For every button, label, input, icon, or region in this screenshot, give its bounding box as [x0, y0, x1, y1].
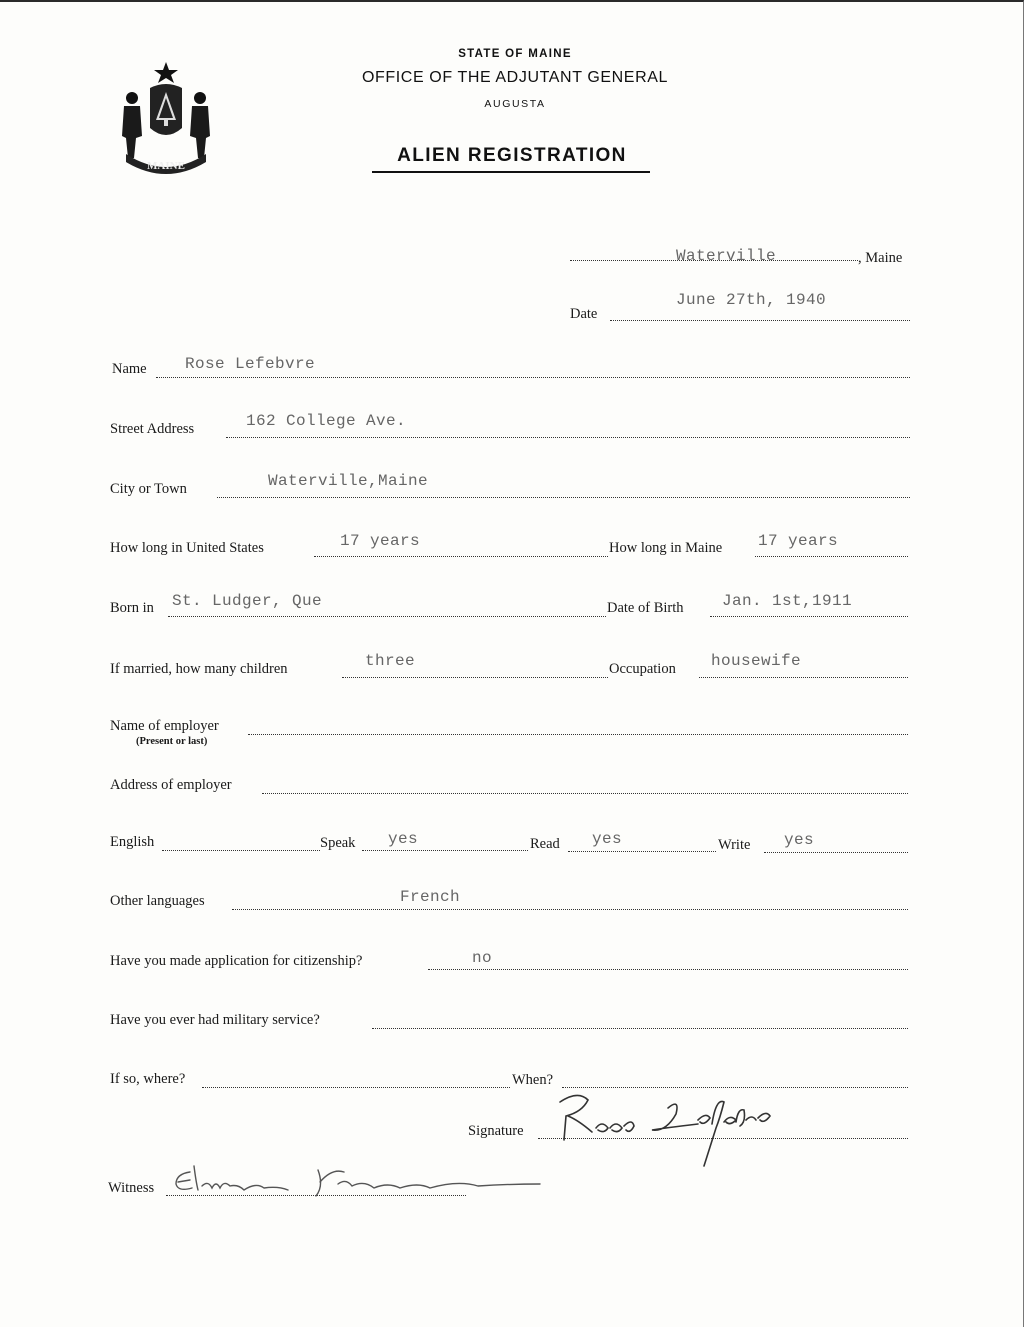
how-long-us-value: 17 years — [340, 532, 421, 550]
name-label: Name — [112, 361, 147, 377]
citizenship-label: Have you made application for citizenship? — [110, 953, 363, 969]
employer-label: Name of employer — [110, 718, 219, 734]
employer-sublabel: (Present or last) — [136, 736, 208, 747]
seal-motto: MAINE — [147, 160, 185, 172]
city-label: City or Town — [110, 481, 187, 497]
header-state: STATE OF MAINE — [458, 48, 572, 60]
write-label: Write — [718, 837, 751, 853]
write-line — [764, 852, 908, 853]
born-in-line — [168, 616, 606, 617]
english-label: English — [110, 834, 155, 850]
read-line — [568, 851, 716, 852]
street-label: Street Address — [110, 421, 195, 437]
when-label: When? — [512, 1072, 554, 1088]
occupation-line — [699, 677, 908, 678]
employer-line — [248, 734, 908, 735]
header-city: AUGUSTA — [484, 98, 546, 110]
witness-signature-image — [168, 1160, 548, 1206]
occupation-value: housewife — [711, 652, 802, 670]
dob-label: Date of Birth — [607, 600, 684, 616]
witness-label: Witness — [108, 1180, 155, 1196]
location-suffix: , Maine — [858, 250, 903, 266]
street-line — [226, 437, 910, 438]
other-languages-label: Other languages — [110, 893, 205, 909]
read-label: Read — [530, 836, 560, 852]
children-value: three — [365, 652, 416, 670]
form-title: ALIEN REGISTRATION — [397, 145, 627, 166]
military-line — [372, 1028, 908, 1029]
dob-line — [710, 616, 908, 617]
children-line — [342, 677, 608, 678]
how-long-maine-line — [755, 556, 908, 557]
how-long-maine-value: 17 years — [758, 532, 839, 550]
speak-label: Speak — [320, 835, 356, 851]
occupation-label: Occupation — [609, 661, 676, 677]
street-value: 162 College Ave. — [246, 412, 407, 430]
speak-line — [362, 850, 528, 851]
born-in-value: St. Ludger, Que — [172, 592, 323, 610]
city-line — [217, 497, 910, 498]
how-long-maine-label: How long in Maine — [609, 540, 723, 556]
how-long-us-line — [314, 556, 608, 557]
city-value: Waterville,Maine — [268, 472, 429, 490]
where-line — [202, 1087, 510, 1088]
speak-value: yes — [388, 830, 419, 848]
date-value: June 27th, 1940 — [676, 291, 827, 309]
signature-image — [548, 1088, 818, 1172]
citizenship-line — [428, 969, 908, 970]
write-value: yes — [784, 831, 815, 849]
dob-value: Jan. 1st,1911 — [722, 592, 853, 610]
name-value: Rose Lefebvre — [185, 355, 316, 373]
military-label: Have you ever had military service? — [110, 1012, 320, 1028]
how-long-us-label: How long in United States — [110, 540, 264, 556]
location-value: Waterville — [676, 247, 777, 265]
other-languages-value: French — [400, 888, 461, 906]
employer-address-line — [262, 793, 908, 794]
born-in-label: Born in — [110, 600, 154, 616]
title-underline — [372, 171, 650, 173]
employer-address-label: Address of employer — [110, 777, 232, 793]
date-label: Date — [570, 306, 598, 322]
children-label: If married, how many children — [110, 661, 288, 677]
english-line — [162, 850, 320, 851]
where-label: If so, where? — [110, 1071, 186, 1087]
signature-label: Signature — [468, 1123, 524, 1139]
date-line — [610, 320, 910, 321]
other-languages-line — [232, 909, 908, 910]
header-office: OFFICE OF THE ADJUTANT GENERAL — [361, 69, 669, 86]
name-line — [156, 377, 910, 378]
citizenship-value: no — [472, 949, 493, 967]
read-value: yes — [592, 830, 623, 848]
